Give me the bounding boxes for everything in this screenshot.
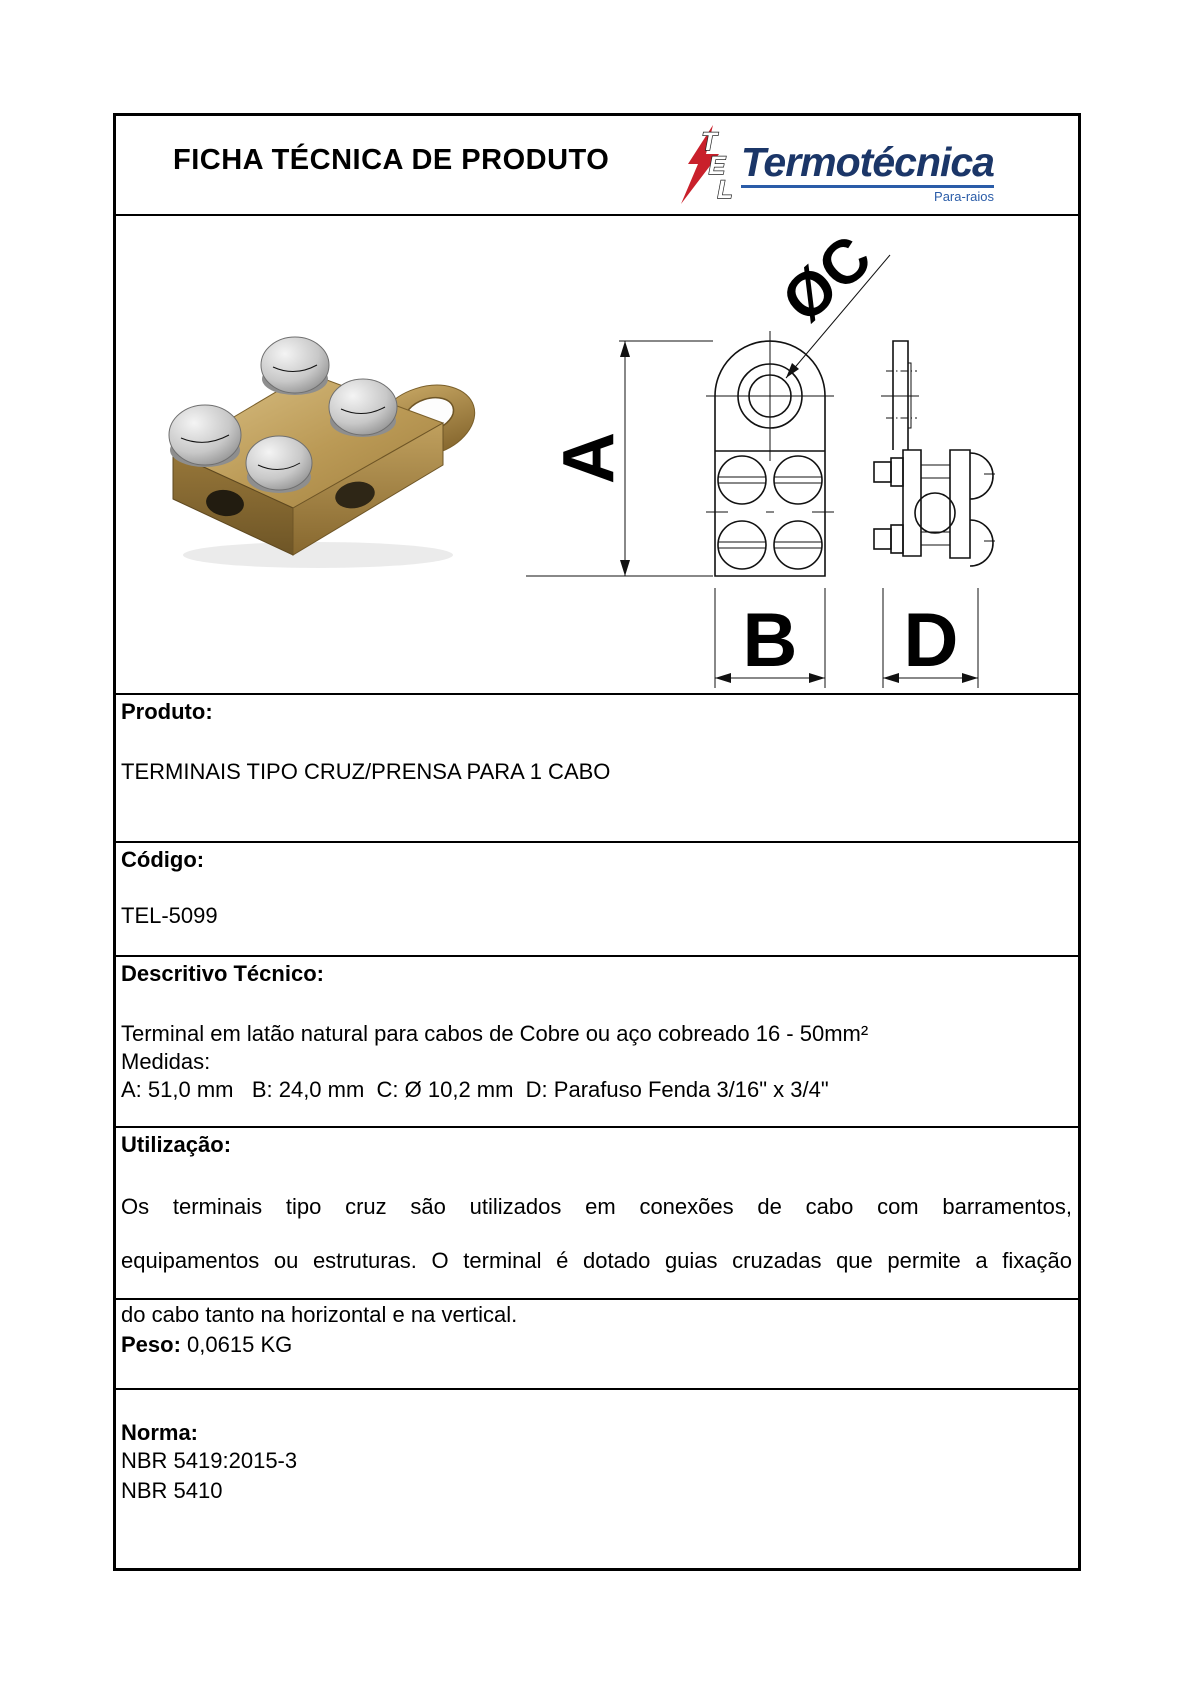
lightning-bolt-icon	[679, 124, 737, 206]
peso-value: 0,0615 KG	[187, 1332, 293, 1357]
descritivo-lines	[121, 1020, 1072, 1104]
dim-label-a: A	[549, 432, 629, 484]
produto-value: TERMINAIS TIPO CRUZ/PRENSA PARA 1 CABO	[121, 759, 611, 784]
figure-area	[116, 216, 1078, 693]
side-view	[874, 341, 995, 566]
dimension-b	[715, 588, 825, 688]
dim-label-d: D	[903, 598, 959, 683]
peso-row	[121, 1300, 1072, 1358]
peso-label: Peso:	[121, 1332, 181, 1357]
section-codigo	[116, 841, 1078, 955]
document-frame	[113, 113, 1081, 1571]
descritivo-line: A: 51,0 mm B: 24,0 mm C: Ø 10,2 mm D: Parafuso Fenda 3/16" x 3/4"	[121, 1077, 829, 1102]
front-view	[706, 331, 834, 576]
norma-line: NBR 5419:2015-3	[121, 1448, 298, 1473]
codigo-label: Código:	[121, 847, 205, 872]
monogram-letter-e: E	[708, 152, 726, 180]
norma-line: NBR 5410	[121, 1478, 223, 1503]
utilizacao-line: do cabo tanto na horizontal e na vertical.	[121, 1302, 518, 1327]
brand-text-block	[741, 124, 994, 206]
page-title: FICHA TÉCNICA DE PRODUTO	[173, 144, 610, 176]
codigo-value: TEL-5099	[121, 903, 218, 928]
dim-label-b: B	[742, 598, 798, 683]
descritivo-line: Medidas:	[121, 1049, 211, 1074]
utilizacao-line: equipamentos ou estruturas. O terminal é dotado guias cruzadas que permite a fixação	[121, 1248, 1072, 1273]
brand-logo	[679, 124, 994, 206]
header	[116, 116, 1078, 216]
dim-label-c: ØC	[769, 222, 885, 336]
section-produto	[116, 693, 1078, 841]
utilizacao-line: Os terminais tipo cruz são utilizados em conexões de cabo com barramentos,	[121, 1194, 1072, 1219]
product-photo	[169, 337, 484, 568]
norma-label: Norma:	[121, 1420, 199, 1445]
descritivo-line: Terminal em latão natural para cabos de Cobre ou aço cobreado 16 - 50mm²	[121, 1021, 869, 1046]
brand-tagline-row	[741, 185, 994, 206]
technical-drawing	[116, 216, 1078, 693]
brand-tagline: Para-raios	[934, 189, 994, 204]
monogram-letter-t: T	[701, 128, 717, 156]
dimension-d	[883, 588, 978, 688]
side-screw-bottom	[874, 520, 995, 566]
dimension-a	[526, 341, 713, 576]
descritivo-label: Descritivo Técnico:	[121, 961, 324, 986]
utilizacao-label: Utilização:	[121, 1132, 232, 1157]
monogram-letter-l: L	[717, 176, 733, 204]
section-peso	[116, 1298, 1078, 1388]
section-descritivo-tecnico	[116, 955, 1078, 1126]
dimension-c	[769, 222, 890, 378]
brand-name: Termotécnica	[740, 139, 994, 185]
produto-label: Produto:	[121, 699, 213, 724]
section-norma	[116, 1388, 1078, 1568]
side-screw-top	[874, 453, 995, 499]
section-utilizacao	[116, 1126, 1078, 1327]
